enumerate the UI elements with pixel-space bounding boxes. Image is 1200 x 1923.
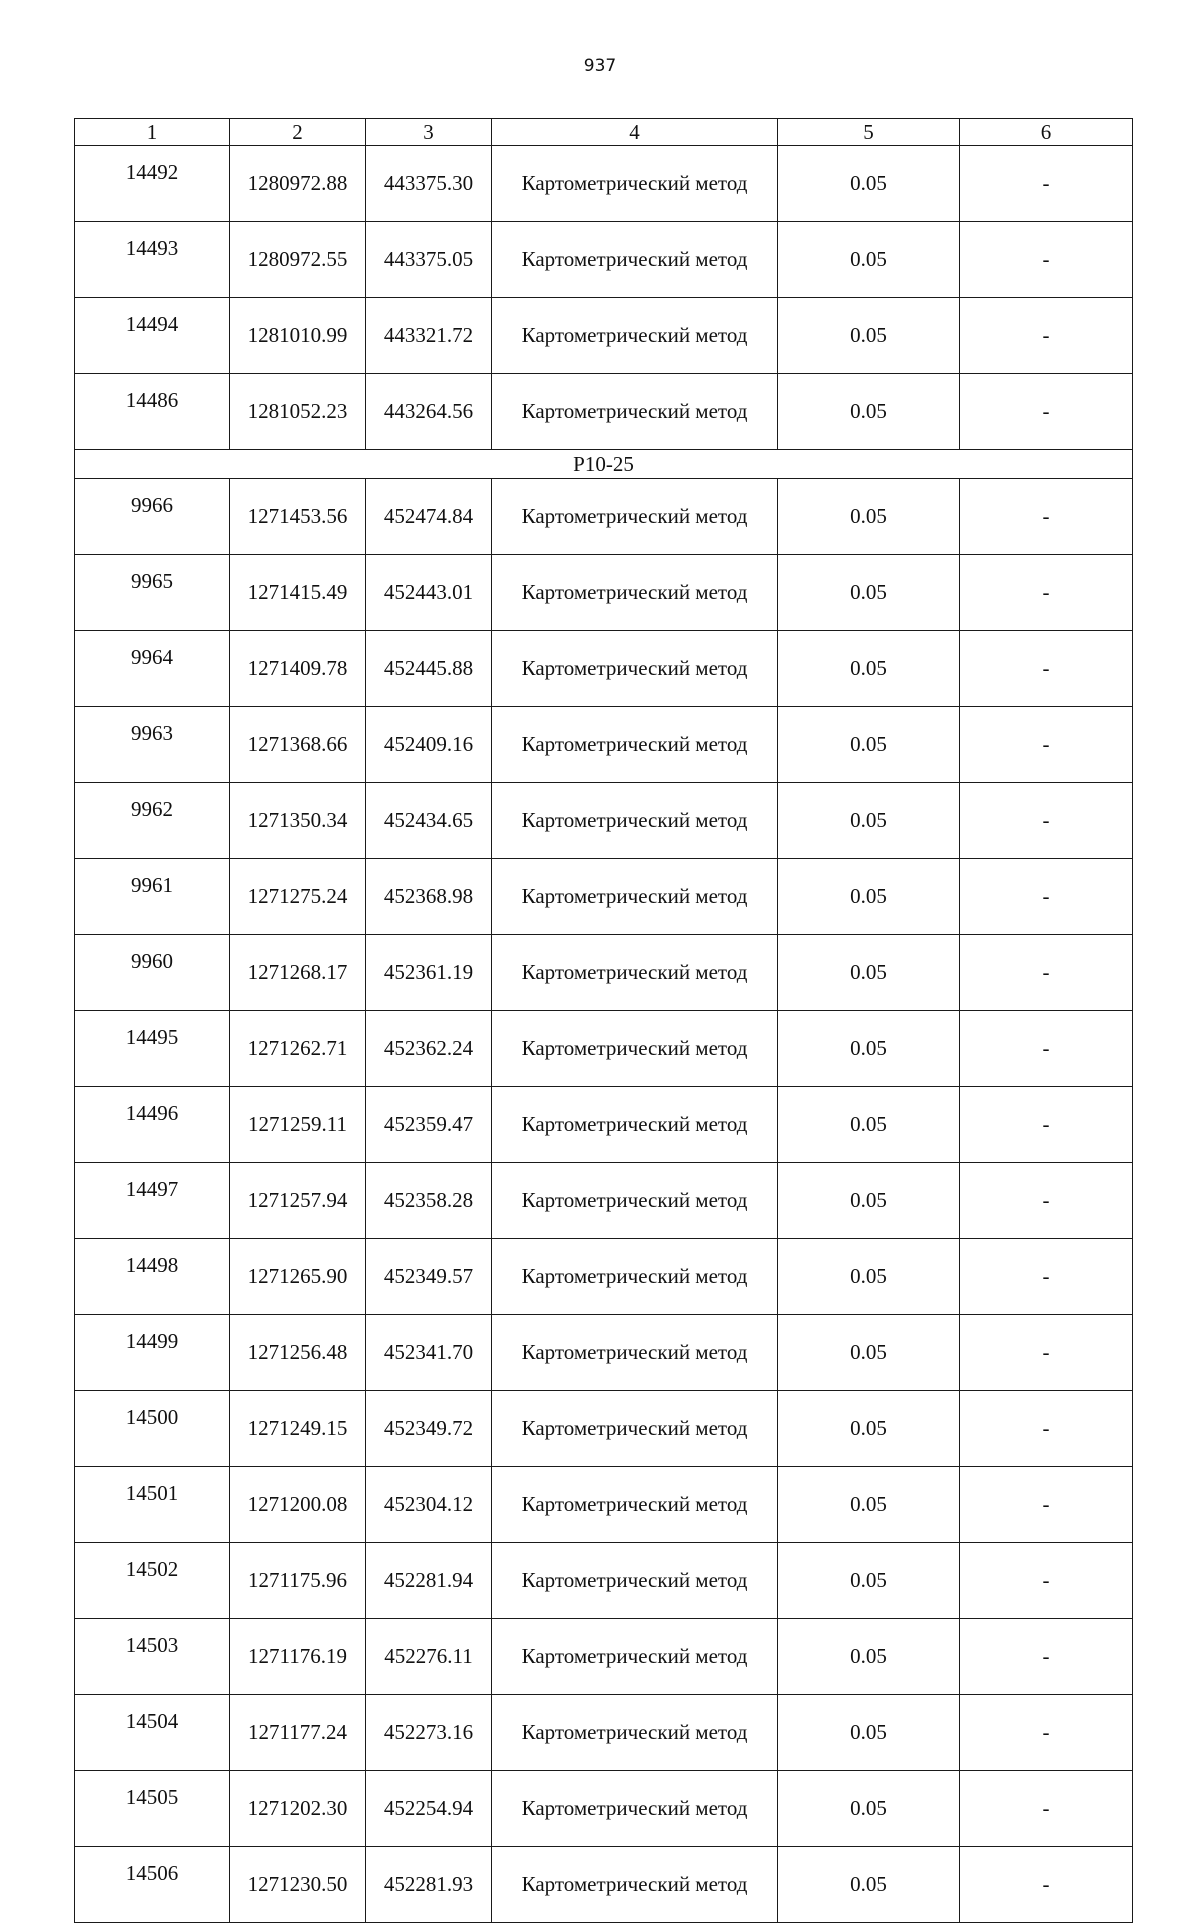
- point-number-cell: 14493: [75, 222, 230, 298]
- x-coordinate-cell: 1271257.94: [230, 1163, 366, 1239]
- note-cell: -: [960, 1315, 1133, 1391]
- method-cell: Картометрический метод: [492, 1847, 778, 1923]
- x-coordinate-cell: 1271200.08: [230, 1467, 366, 1543]
- y-coordinate-cell: 452273.16: [366, 1695, 492, 1771]
- y-coordinate-cell: 452368.98: [366, 859, 492, 935]
- table-row: [75, 1163, 1133, 1239]
- y-coordinate-cell: 452409.16: [366, 707, 492, 783]
- y-coordinate-cell: 452362.24: [366, 1011, 492, 1087]
- note-cell: -: [960, 1239, 1133, 1315]
- point-number-cell: 9962: [75, 783, 230, 859]
- table-row: [75, 555, 1133, 631]
- y-coordinate-cell: 452349.72: [366, 1391, 492, 1467]
- coordinates-table: [74, 118, 1133, 1923]
- note-cell: -: [960, 1771, 1133, 1847]
- note-cell: -: [960, 1695, 1133, 1771]
- y-coordinate-cell: 443375.05: [366, 222, 492, 298]
- table-row: [75, 1315, 1133, 1391]
- x-coordinate-cell: 1271176.19: [230, 1619, 366, 1695]
- accuracy-cell: 0.05: [778, 1847, 960, 1923]
- note-cell: -: [960, 1163, 1133, 1239]
- note-cell: -: [960, 1847, 1133, 1923]
- point-number-cell: 9960: [75, 935, 230, 1011]
- accuracy-cell: 0.05: [778, 298, 960, 374]
- point-number-cell: 9964: [75, 631, 230, 707]
- point-number-cell: 9963: [75, 707, 230, 783]
- method-cell: Картометрический метод: [492, 298, 778, 374]
- note-cell: -: [960, 783, 1133, 859]
- y-coordinate-cell: 452361.19: [366, 935, 492, 1011]
- note-cell: -: [960, 1087, 1133, 1163]
- x-coordinate-cell: 1271268.17: [230, 935, 366, 1011]
- point-number-cell: 14499: [75, 1315, 230, 1391]
- table-row: [75, 1239, 1133, 1315]
- point-number-cell: 14498: [75, 1239, 230, 1315]
- note-cell: -: [960, 859, 1133, 935]
- note-cell: -: [960, 555, 1133, 631]
- note-cell: -: [960, 146, 1133, 222]
- y-coordinate-cell: 452443.01: [366, 555, 492, 631]
- x-coordinate-cell: 1271262.71: [230, 1011, 366, 1087]
- point-number-cell: 9961: [75, 859, 230, 935]
- column-header: 5: [778, 119, 960, 146]
- x-coordinate-cell: 1271350.34: [230, 783, 366, 859]
- note-cell: -: [960, 298, 1133, 374]
- method-cell: Картометрический метод: [492, 374, 778, 450]
- table-row: [75, 1771, 1133, 1847]
- accuracy-cell: 0.05: [778, 1087, 960, 1163]
- y-coordinate-cell: 452445.88: [366, 631, 492, 707]
- accuracy-cell: 0.05: [778, 1163, 960, 1239]
- x-coordinate-cell: 1271275.24: [230, 859, 366, 935]
- point-number-cell: 14494: [75, 298, 230, 374]
- point-number-cell: 14505: [75, 1771, 230, 1847]
- accuracy-cell: 0.05: [778, 631, 960, 707]
- note-cell: -: [960, 1011, 1133, 1087]
- method-cell: Картометрический метод: [492, 783, 778, 859]
- accuracy-cell: 0.05: [778, 1771, 960, 1847]
- page-number: 937: [583, 56, 617, 76]
- table-row: [75, 1467, 1133, 1543]
- point-number-cell: 14495: [75, 1011, 230, 1087]
- method-cell: Картометрический метод: [492, 479, 778, 555]
- point-number-cell: 14486: [75, 374, 230, 450]
- point-number-cell: 14500: [75, 1391, 230, 1467]
- y-coordinate-cell: 452341.70: [366, 1315, 492, 1391]
- table-row: [75, 222, 1133, 298]
- x-coordinate-cell: 1271409.78: [230, 631, 366, 707]
- accuracy-cell: 0.05: [778, 555, 960, 631]
- note-cell: -: [960, 1467, 1133, 1543]
- point-number-cell: 14504: [75, 1695, 230, 1771]
- note-cell: -: [960, 707, 1133, 783]
- method-cell: Картометрический метод: [492, 1467, 778, 1543]
- method-cell: Картометрический метод: [492, 146, 778, 222]
- accuracy-cell: 0.05: [778, 1695, 960, 1771]
- note-cell: -: [960, 935, 1133, 1011]
- y-coordinate-cell: 443375.30: [366, 146, 492, 222]
- column-header: 4: [492, 119, 778, 146]
- method-cell: Картометрический метод: [492, 1695, 778, 1771]
- y-coordinate-cell: 452304.12: [366, 1467, 492, 1543]
- table-row: [75, 374, 1133, 450]
- table-row: [75, 1619, 1133, 1695]
- y-coordinate-cell: 452359.47: [366, 1087, 492, 1163]
- y-coordinate-cell: 452349.57: [366, 1239, 492, 1315]
- x-coordinate-cell: 1281010.99: [230, 298, 366, 374]
- accuracy-cell: 0.05: [778, 1391, 960, 1467]
- table-row: [75, 146, 1133, 222]
- x-coordinate-cell: 1280972.88: [230, 146, 366, 222]
- table-row: [75, 479, 1133, 555]
- method-cell: Картометрический метод: [492, 1011, 778, 1087]
- method-cell: Картометрический метод: [492, 1771, 778, 1847]
- x-coordinate-cell: 1271265.90: [230, 1239, 366, 1315]
- x-coordinate-cell: 1271256.48: [230, 1315, 366, 1391]
- x-coordinate-cell: 1271259.11: [230, 1087, 366, 1163]
- accuracy-cell: 0.05: [778, 1239, 960, 1315]
- x-coordinate-cell: 1271415.49: [230, 555, 366, 631]
- table-row: [75, 298, 1133, 374]
- point-number-cell: 14503: [75, 1619, 230, 1695]
- point-number-cell: 14502: [75, 1543, 230, 1619]
- x-coordinate-cell: 1281052.23: [230, 374, 366, 450]
- table-row: [75, 707, 1133, 783]
- table-row: [75, 1391, 1133, 1467]
- x-coordinate-cell: 1271202.30: [230, 1771, 366, 1847]
- method-cell: Картометрический метод: [492, 1163, 778, 1239]
- table-row: [75, 935, 1133, 1011]
- column-header: 3: [366, 119, 492, 146]
- method-cell: Картометрический метод: [492, 555, 778, 631]
- accuracy-cell: 0.05: [778, 374, 960, 450]
- y-coordinate-cell: 452358.28: [366, 1163, 492, 1239]
- section-label: Р10-25: [75, 450, 1133, 479]
- method-cell: Картометрический метод: [492, 1391, 778, 1467]
- note-cell: -: [960, 222, 1133, 298]
- accuracy-cell: 0.05: [778, 859, 960, 935]
- table-row: [75, 1695, 1133, 1771]
- table-row: [75, 1011, 1133, 1087]
- accuracy-cell: 0.05: [778, 1315, 960, 1391]
- table-row: [75, 1087, 1133, 1163]
- note-cell: -: [960, 631, 1133, 707]
- accuracy-cell: 0.05: [778, 1011, 960, 1087]
- method-cell: Картометрический метод: [492, 1619, 778, 1695]
- accuracy-cell: 0.05: [778, 1543, 960, 1619]
- column-header: 1: [75, 119, 230, 146]
- point-number-cell: 14496: [75, 1087, 230, 1163]
- method-cell: Картометрический метод: [492, 1315, 778, 1391]
- point-number-cell: 14497: [75, 1163, 230, 1239]
- section-row: [75, 450, 1133, 479]
- accuracy-cell: 0.05: [778, 783, 960, 859]
- y-coordinate-cell: 443321.72: [366, 298, 492, 374]
- point-number-cell: 14501: [75, 1467, 230, 1543]
- x-coordinate-cell: 1271230.50: [230, 1847, 366, 1923]
- method-cell: Картометрический метод: [492, 935, 778, 1011]
- method-cell: Картометрический метод: [492, 707, 778, 783]
- table-row: [75, 631, 1133, 707]
- note-cell: -: [960, 1619, 1133, 1695]
- accuracy-cell: 0.05: [778, 707, 960, 783]
- note-cell: -: [960, 479, 1133, 555]
- table-row: [75, 1543, 1133, 1619]
- accuracy-cell: 0.05: [778, 1619, 960, 1695]
- accuracy-cell: 0.05: [778, 222, 960, 298]
- table-row: [75, 783, 1133, 859]
- y-coordinate-cell: 443264.56: [366, 374, 492, 450]
- accuracy-cell: 0.05: [778, 935, 960, 1011]
- y-coordinate-cell: 452276.11: [366, 1619, 492, 1695]
- method-cell: Картометрический метод: [492, 631, 778, 707]
- x-coordinate-cell: 1271249.15: [230, 1391, 366, 1467]
- note-cell: -: [960, 374, 1133, 450]
- x-coordinate-cell: 1271175.96: [230, 1543, 366, 1619]
- point-number-cell: 9965: [75, 555, 230, 631]
- y-coordinate-cell: 452254.94: [366, 1771, 492, 1847]
- note-cell: -: [960, 1391, 1133, 1467]
- y-coordinate-cell: 452474.84: [366, 479, 492, 555]
- accuracy-cell: 0.05: [778, 479, 960, 555]
- method-cell: Картометрический метод: [492, 859, 778, 935]
- table-row: [75, 1847, 1133, 1923]
- accuracy-cell: 0.05: [778, 146, 960, 222]
- point-number-cell: 14492: [75, 146, 230, 222]
- column-header: 2: [230, 119, 366, 146]
- method-cell: Картометрический метод: [492, 1087, 778, 1163]
- x-coordinate-cell: 1271368.66: [230, 707, 366, 783]
- point-number-cell: 14506: [75, 1847, 230, 1923]
- y-coordinate-cell: 452281.94: [366, 1543, 492, 1619]
- y-coordinate-cell: 452434.65: [366, 783, 492, 859]
- method-cell: Картометрический метод: [492, 1239, 778, 1315]
- point-number-cell: 9966: [75, 479, 230, 555]
- method-cell: Картометрический метод: [492, 1543, 778, 1619]
- method-cell: Картометрический метод: [492, 222, 778, 298]
- x-coordinate-cell: 1280972.55: [230, 222, 366, 298]
- x-coordinate-cell: 1271177.24: [230, 1695, 366, 1771]
- x-coordinate-cell: 1271453.56: [230, 479, 366, 555]
- note-cell: -: [960, 1543, 1133, 1619]
- table-row: [75, 859, 1133, 935]
- accuracy-cell: 0.05: [778, 1467, 960, 1543]
- y-coordinate-cell: 452281.93: [366, 1847, 492, 1923]
- header-row: [75, 119, 1133, 146]
- column-header: 6: [960, 119, 1133, 146]
